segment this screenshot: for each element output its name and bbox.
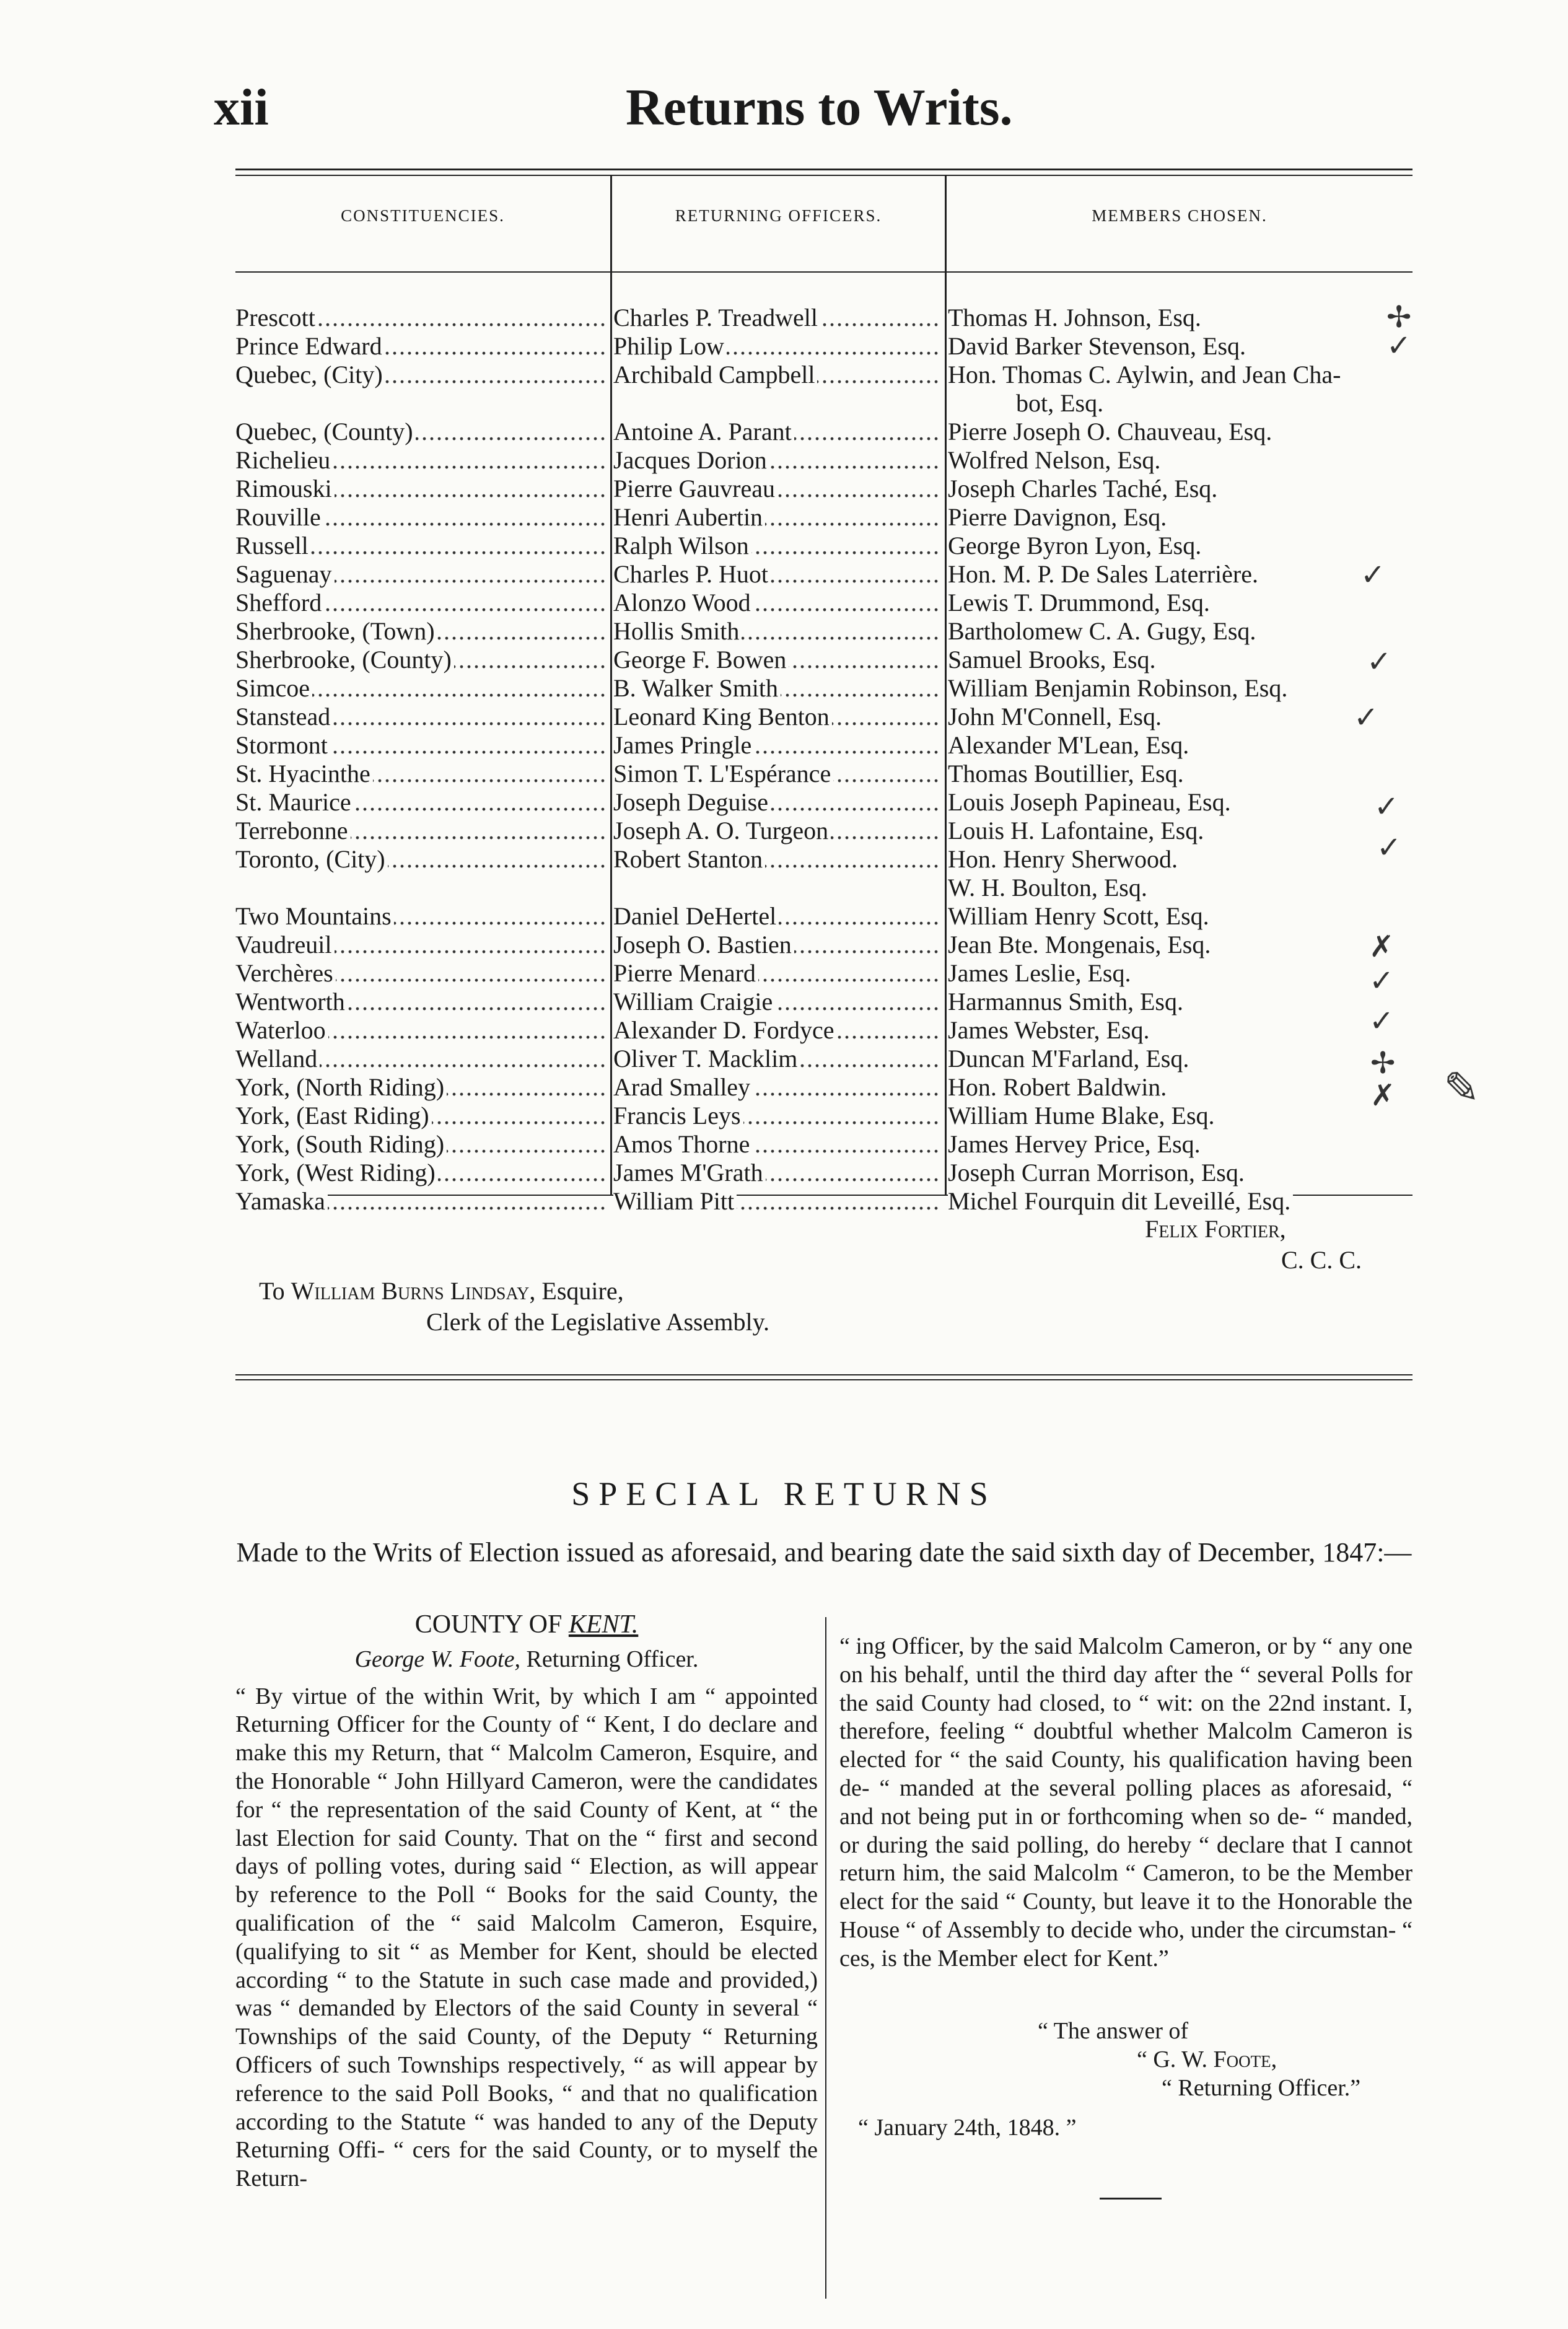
member-chosen-cell-text: James Webster, Esq. xyxy=(948,1016,1152,1044)
member-chosen-cell xyxy=(948,589,1419,617)
member-chosen-cell-text: bot, Esq. xyxy=(948,389,1106,417)
constituency-cell xyxy=(235,361,606,389)
constituency-cell xyxy=(235,418,606,446)
constituency-cell-text: Terrebonne xyxy=(235,817,351,844)
member-chosen-cell xyxy=(948,503,1419,532)
returning-officer-cell-text xyxy=(613,874,616,901)
returning-officer-cell xyxy=(613,446,939,475)
constituency-cell-text: Two Mountains xyxy=(235,902,394,930)
answer-officer-name: “ G. W. Foote, xyxy=(1137,2046,1277,2072)
member-chosen-cell-text: George Byron Lyon, Esq. xyxy=(948,532,1204,559)
column-header-returning-officers: RETURNING OFFICERS. xyxy=(675,206,882,225)
signature-name: Felix Fortier, xyxy=(1145,1215,1286,1243)
returning-officer-cell xyxy=(613,1102,939,1130)
constituency-cell-text: Rouville xyxy=(235,503,323,531)
returning-officer-cell-text: Leonard King Benton xyxy=(613,703,832,730)
member-chosen-cell-text: Hon. Thomas C. Aylwin, and Jean Cha- xyxy=(948,361,1343,388)
returning-officer-cell xyxy=(613,361,939,389)
member-chosen-cell-text: James Leslie, Esq. xyxy=(948,959,1134,987)
constituency-cell xyxy=(235,674,606,703)
table-row xyxy=(235,589,1413,617)
constituency-cell xyxy=(235,845,606,874)
handwritten-check-icon: ✓ xyxy=(1374,789,1399,824)
table-row xyxy=(235,703,1413,731)
closing-rule xyxy=(1100,2198,1162,2200)
addressee-line xyxy=(259,1276,624,1305)
member-chosen-cell-text: Louis H. Lafontaine, Esq. xyxy=(948,817,1206,844)
table-row xyxy=(235,959,1413,988)
returning-officer-cell-text: Pierre Gauvreau xyxy=(613,475,777,502)
handwritten-check-icon: ✓ xyxy=(1386,328,1412,363)
constituency-cell xyxy=(235,1159,606,1187)
constituency-cell-text: Rimouski xyxy=(235,475,335,502)
returning-officer-name: George W. Foote, xyxy=(354,1646,520,1672)
member-chosen-cell xyxy=(948,646,1419,674)
returning-officer-cell-text: James M'Grath xyxy=(613,1159,766,1186)
member-chosen-cell xyxy=(948,760,1419,788)
constituency-cell-text xyxy=(235,874,238,901)
member-chosen-cell xyxy=(948,902,1419,931)
returning-officer-cell xyxy=(613,874,939,902)
constituency-cell-text: Quebec, (County) xyxy=(235,418,416,445)
returning-officer-cell-text: George F. Bowen xyxy=(613,646,789,673)
returning-officer-cell xyxy=(613,788,939,817)
returning-officer-cell-text: B. Walker Smith xyxy=(613,674,781,702)
returning-officer-cell xyxy=(613,560,939,589)
returning-officer-cell-text: Philip Low xyxy=(613,332,727,360)
constituency-cell xyxy=(235,959,606,988)
member-chosen-cell-text: William Benjamin Robinson, Esq. xyxy=(948,674,1290,702)
signature-title: C. C. C. xyxy=(1281,1246,1362,1274)
table-row xyxy=(235,1130,1413,1159)
constituency-cell xyxy=(235,589,606,617)
constituency-cell xyxy=(235,503,606,532)
constituency-cell-text: York, (West Riding) xyxy=(235,1159,438,1186)
returning-officer-cell xyxy=(613,817,939,845)
table-row xyxy=(235,731,1413,760)
member-chosen-cell xyxy=(948,817,1419,845)
member-chosen-cell-text: Lewis T. Drummond, Esq. xyxy=(948,589,1212,616)
constituency-cell xyxy=(235,874,606,902)
member-chosen-cell xyxy=(948,446,1419,475)
table-row xyxy=(235,560,1413,589)
column-header-constituencies: CONSTITUENCIES. xyxy=(341,206,505,225)
constituency-cell xyxy=(235,1102,606,1130)
member-chosen-cell-text: David Barker Stevenson, Esq. xyxy=(948,332,1248,360)
special-return-left-column xyxy=(235,1611,818,2193)
returning-officer-cell xyxy=(613,1016,939,1045)
returning-officer-cell-text: Amos Thorne xyxy=(613,1130,752,1158)
returning-officer-cell xyxy=(613,646,939,674)
constituency-cell-text: Wentworth xyxy=(235,988,348,1015)
special-return-body-left: “ By virtue of the within Writ, by which I am “ appointed Returning Officer for the County of “ Kent, I do declare and make this my Return, that “ Malcolm Cameron, Esquire, and the Honorable “ John Hillyard Cameron, were the candidates for “ the representation of the said County of Kent, at “ the last Election for said County. That on the “ first and second days of polling votes, during said “ Election, as will appear by reference to the Poll “ Books for the said County, the qualification of the “ said Malcolm Cameron, Esquire, (qualifying to sit “ as Member for Kent, should be elected according “ to the Statute in such case made and provided,) was “ demanded by Electors of the said County in several “ Townships of the said County, of the Deputy “ Returning Officers of such Townships respectively, “ as will appear by reference to the said Poll Books, “ and that no qualification according to the Statute “ was handed to any of the Deputy Returning Offi- “ cers for the said County, or to myself the Return- xyxy=(235,1683,818,2192)
returning-officer-cell-text xyxy=(613,389,616,417)
member-chosen-cell-text: Pierre Davignon, Esq. xyxy=(948,503,1169,531)
table-row xyxy=(235,1102,1413,1130)
member-chosen-cell-text: Samuel Brooks, Esq. xyxy=(948,646,1158,673)
member-chosen-cell-text: John M'Connell, Esq. xyxy=(948,703,1164,730)
member-chosen-cell-text: Pierre Joseph O. Chauveau, Esq. xyxy=(948,418,1274,445)
special-return-body-right: “ ing Officer, by the said Malcolm Cameron, or by “ any one on his behalf, until the third day after the “ several Polls for the said County had closed, to “ wit: on the 22nd instant. I, therefore, feeling “ doubtful whether Malcolm Cameron is elected for “ the said County, his qualification having been de- “ manded at the several polling places as aforesaid, “ and not being put in or forthcoming when so de- “ manded, or during the said polling, do hereby “ declare that I cannot return him, the said Malcolm “ Cameron, to be the Member elect for the said “ County, but leave it to the Honorable the House “ of Assembly to decide who, under the circumstan- “ ces, is the Member elect for Kent.” xyxy=(839,1633,1413,1972)
constituency-cell-text: Vaudreuil xyxy=(235,931,335,958)
returning-officer-cell xyxy=(613,988,939,1016)
returning-officer-cell xyxy=(613,1187,939,1216)
returning-officer-cell-text: Ralph Wilson xyxy=(613,532,751,559)
returning-officer-cell-text: Simon T. L'Espérance xyxy=(613,760,833,787)
constituency-cell-text: York, (North Riding) xyxy=(235,1073,447,1101)
returning-officer-line xyxy=(235,1646,818,1674)
member-chosen-cell-text: Joseph Curran Morrison, Esq. xyxy=(948,1159,1247,1186)
section-divider-rule-inner xyxy=(235,1379,1413,1380)
handwritten-check-icon: ✓ xyxy=(1367,644,1392,679)
returning-officer-cell xyxy=(613,1045,939,1073)
table-row xyxy=(235,845,1413,874)
handwritten-check-icon: ✓ xyxy=(1369,963,1395,998)
returning-officer-cell-text: Hollis Smith xyxy=(613,617,742,645)
constituency-cell xyxy=(235,703,606,731)
constituency-cell-text: York, (East Riding) xyxy=(235,1102,432,1129)
constituency-cell-text: Simcoe xyxy=(235,674,312,702)
member-chosen-cell xyxy=(948,1159,1419,1187)
table-row xyxy=(235,646,1413,674)
column-header-members-chosen: MEMBERS CHOSEN. xyxy=(1092,206,1268,225)
member-chosen-cell-text: Alexander M'Lean, Esq. xyxy=(948,731,1191,759)
member-chosen-cell xyxy=(948,703,1419,731)
handwritten-margin-mark-icon: ✎ xyxy=(1443,1063,1480,1113)
constituency-cell-text: Stormont xyxy=(235,731,330,759)
returning-officer-cell-text: Pierre Menard xyxy=(613,959,758,987)
constituency-cell-text: Prince Edward xyxy=(235,332,385,360)
table-row xyxy=(235,1159,1413,1187)
constituency-cell-text: Welland xyxy=(235,1045,320,1072)
member-chosen-cell xyxy=(948,304,1419,332)
returning-officer-cell-text: Daniel DeHertel xyxy=(613,902,779,930)
member-chosen-cell-text: William Hume Blake, Esq. xyxy=(948,1102,1217,1129)
returning-officer-role: Returning Officer. xyxy=(526,1646,699,1672)
member-chosen-cell-text: Hon. M. P. De Sales Laterrière. xyxy=(948,560,1261,588)
member-chosen-cell-text: William Henry Scott, Esq. xyxy=(948,902,1212,930)
constituency-cell-text: Verchères xyxy=(235,959,336,987)
member-chosen-cell xyxy=(948,788,1419,817)
table-row xyxy=(235,446,1413,475)
answer-officer-role: “ Returning Officer.” xyxy=(1162,2074,1361,2101)
returning-officer-cell xyxy=(613,475,939,503)
member-chosen-cell-text: Louis Joseph Papineau, Esq. xyxy=(948,788,1233,816)
member-chosen-cell xyxy=(948,874,1419,902)
member-chosen-cell-text: Duncan M'Farland, Esq. xyxy=(948,1045,1191,1072)
constituency-cell-text: St. Maurice xyxy=(235,788,354,816)
returning-officer-cell xyxy=(613,931,939,959)
returning-officer-cell xyxy=(613,959,939,988)
constituency-cell xyxy=(235,902,606,931)
constituency-cell xyxy=(235,760,606,788)
handwritten-cross-icon: ✗ xyxy=(1370,1078,1396,1113)
returning-officer-cell-text: Alexander D. Fordyce xyxy=(613,1016,837,1044)
constituency-cell xyxy=(235,1016,606,1045)
returning-officer-cell xyxy=(613,532,939,560)
table-row xyxy=(235,304,1413,332)
member-chosen-cell-text: W. H. Boulton, Esq. xyxy=(948,874,1150,901)
constituency-cell-text: Toronto, (City) xyxy=(235,845,388,873)
member-chosen-cell-text: James Hervey Price, Esq. xyxy=(948,1130,1203,1158)
member-chosen-cell xyxy=(948,361,1419,389)
constituency-cell-text: Shefford xyxy=(235,589,324,616)
table-row xyxy=(235,1073,1413,1102)
constituency-cell xyxy=(235,988,606,1016)
section-divider-rule xyxy=(235,1374,1413,1375)
returning-officer-cell-text: Charles P. Huot xyxy=(613,560,771,588)
returning-officer-cell xyxy=(613,674,939,703)
returning-officer-cell-text: Antoine A. Parant xyxy=(613,418,794,445)
table-row xyxy=(235,760,1413,788)
returning-officer-cell-text: Joseph O. Bastien xyxy=(613,931,794,958)
special-return-right-column xyxy=(839,1633,1413,2200)
member-chosen-cell xyxy=(948,674,1419,703)
member-chosen-cell xyxy=(948,1016,1419,1045)
returning-officer-cell-text: Robert Stanton xyxy=(613,845,765,873)
returning-officer-cell-text: Archibald Campbell xyxy=(613,361,817,388)
constituency-cell-text xyxy=(235,389,238,417)
returning-officer-cell-text: William Craigie xyxy=(613,988,775,1015)
table-top-rule xyxy=(235,169,1413,170)
constituency-cell-text: Sherbrooke, (Town) xyxy=(235,617,437,645)
constituency-cell-text: Quebec, (City) xyxy=(235,361,385,388)
handwritten-plus-icon: ✢ xyxy=(1386,300,1412,335)
constituency-cell xyxy=(235,931,606,959)
member-chosen-cell xyxy=(948,1045,1419,1073)
handwritten-cross-icon: ✗ xyxy=(1369,929,1395,964)
returning-officer-cell xyxy=(613,731,939,760)
constituency-cell xyxy=(235,646,606,674)
member-chosen-cell-text: Hon. Robert Baldwin. xyxy=(948,1073,1169,1101)
handwritten-plus-icon: ✢ xyxy=(1370,1046,1396,1081)
returning-officer-cell-text: Joseph Deguise xyxy=(613,788,771,816)
returning-officer-cell-text: Joseph A. O. Turgeon xyxy=(613,817,831,844)
member-chosen-cell-text: Wolfred Nelson, Esq. xyxy=(948,446,1163,474)
table-row xyxy=(235,332,1413,361)
addressee-to: To xyxy=(259,1277,285,1305)
returning-officer-cell xyxy=(613,1130,939,1159)
constituency-cell xyxy=(235,817,606,845)
header-bottom-rule xyxy=(235,271,1413,273)
member-chosen-cell xyxy=(948,332,1419,361)
returns-table xyxy=(235,304,1413,1216)
table-row xyxy=(235,1016,1413,1045)
constituency-cell-text: Richelieu xyxy=(235,446,333,474)
table-row xyxy=(235,361,1413,389)
constituency-cell xyxy=(235,731,606,760)
constituency-cell xyxy=(235,788,606,817)
handwritten-check-icon: ✓ xyxy=(1369,1004,1395,1038)
returning-officer-cell-text: James Pringle xyxy=(613,731,754,759)
returning-officer-cell xyxy=(613,617,939,646)
member-chosen-cell-text: Hon. Henry Sherwood. xyxy=(948,845,1180,873)
member-chosen-cell-text: Thomas H. Johnson, Esq. xyxy=(948,304,1204,331)
member-chosen-cell xyxy=(948,617,1419,646)
county-heading xyxy=(235,1611,818,1639)
constituency-cell xyxy=(235,1187,606,1216)
member-chosen-cell xyxy=(948,845,1419,874)
member-chosen-cell-text: Michel Fourquin dit Leveillé, Esq. xyxy=(948,1187,1293,1215)
constituency-cell xyxy=(235,1073,606,1102)
constituency-cell xyxy=(235,446,606,475)
constituency-cell xyxy=(235,304,606,332)
table-row xyxy=(235,788,1413,817)
returning-officer-cell-text: William Pitt xyxy=(613,1187,737,1215)
member-chosen-cell-text: Harmannus Smith, Esq. xyxy=(948,988,1186,1015)
member-chosen-cell xyxy=(948,1130,1419,1159)
constituency-cell xyxy=(235,532,606,560)
returning-officer-cell-text: Arad Smalley xyxy=(613,1073,753,1101)
returning-officer-cell xyxy=(613,902,939,931)
returning-officer-cell xyxy=(613,1159,939,1187)
returning-officer-cell-text: Francis Leys xyxy=(613,1102,743,1129)
member-chosen-cell xyxy=(948,988,1419,1016)
member-chosen-cell xyxy=(948,1073,1419,1102)
member-chosen-cell xyxy=(948,1102,1419,1130)
constituency-cell-text: Prescott xyxy=(235,304,318,331)
returning-officer-cell-text: Alonzo Wood xyxy=(613,589,753,616)
table-row xyxy=(235,1045,1413,1073)
constituency-cell-text: Russell xyxy=(235,532,311,559)
table-row xyxy=(235,418,1413,446)
member-chosen-cell xyxy=(948,532,1419,560)
returning-officer-cell-text: Oliver T. Macklim xyxy=(613,1045,800,1072)
member-chosen-cell-text: Bartholomew C. A. Gugy, Esq. xyxy=(948,617,1258,645)
handwritten-check-icon: ✓ xyxy=(1354,700,1379,735)
returning-officer-cell xyxy=(613,703,939,731)
member-chosen-cell xyxy=(948,959,1419,988)
constituency-cell-text: St. Hyacinthe xyxy=(235,760,373,787)
table-row xyxy=(235,475,1413,503)
table-row xyxy=(235,902,1413,931)
constituency-cell xyxy=(235,389,606,418)
constituency-cell xyxy=(235,617,606,646)
returning-officer-cell xyxy=(613,332,939,361)
returning-officer-cell xyxy=(613,845,939,874)
answer-line-1: “ The answer of xyxy=(1038,2017,1189,2044)
column-divider-text xyxy=(825,1617,826,2299)
returning-officer-cell xyxy=(613,503,939,532)
member-chosen-cell xyxy=(948,731,1419,760)
returning-officer-cell xyxy=(613,418,939,446)
returning-officer-cell xyxy=(613,589,939,617)
constituency-cell-text: Yamaska xyxy=(235,1187,328,1215)
addressee-name: William Burns Lindsay, xyxy=(291,1277,536,1305)
constituency-cell xyxy=(235,1045,606,1073)
return-date: “ January 24th, 1848. ” xyxy=(858,2114,1077,2141)
member-chosen-cell xyxy=(948,931,1419,959)
constituency-cell-text: Saguenay xyxy=(235,560,335,588)
special-returns-intro: Made to the Writs of Election issued as aforesaid, and bearing date the said sixth day of December, 1847:— xyxy=(236,1537,1412,1568)
handwritten-check-icon: ✓ xyxy=(1377,830,1402,865)
constituency-cell-text: Stanstead xyxy=(235,703,333,730)
county-name: KENT. xyxy=(568,1610,639,1639)
returning-officer-cell xyxy=(613,304,939,332)
member-chosen-cell-text: Thomas Boutillier, Esq. xyxy=(948,760,1186,787)
table-row xyxy=(235,503,1413,532)
addressee-suffix: Esquire, xyxy=(541,1277,624,1305)
table-row xyxy=(235,389,1413,418)
member-chosen-cell-text: Joseph Charles Taché, Esq. xyxy=(948,475,1220,502)
constituency-cell-text: Sherbrooke, (County) xyxy=(235,646,454,673)
handwritten-check-icon: ✓ xyxy=(1360,558,1386,592)
member-chosen-cell xyxy=(948,475,1419,503)
special-returns-heading: SPECIAL RETURNS xyxy=(571,1475,997,1512)
member-chosen-cell xyxy=(948,418,1419,446)
table-row xyxy=(235,1187,1413,1216)
page-number: xii xyxy=(214,79,269,136)
table-row xyxy=(235,674,1413,703)
table-row xyxy=(235,617,1413,646)
member-chosen-cell xyxy=(948,1187,1419,1216)
constituency-cell xyxy=(235,1130,606,1159)
constituency-cell-text: York, (South Riding) xyxy=(235,1130,447,1158)
constituency-cell-text: Waterloo xyxy=(235,1016,328,1044)
addressee-role: Clerk of the Legislative Assembly. xyxy=(426,1308,769,1336)
returning-officer-cell xyxy=(613,760,939,788)
constituency-cell xyxy=(235,560,606,589)
table-row xyxy=(235,874,1413,902)
page-title: Returns to Writs. xyxy=(626,79,1013,136)
returning-officer-cell-text: Jacques Dorion xyxy=(613,446,769,474)
table-row xyxy=(235,817,1413,845)
table-row xyxy=(235,532,1413,560)
constituency-cell xyxy=(235,332,606,361)
returning-officer-cell xyxy=(613,389,939,418)
table-row xyxy=(235,931,1413,959)
returning-officer-cell xyxy=(613,1073,939,1102)
member-chosen-cell xyxy=(948,389,1419,418)
county-prefix: COUNTY OF xyxy=(414,1610,563,1639)
returning-officer-cell-text: Henri Aubertin xyxy=(613,503,765,531)
member-chosen-cell-text: Jean Bte. Mongenais, Esq. xyxy=(948,931,1213,958)
returning-officer-cell-text: Charles P. Treadwell xyxy=(613,304,820,331)
constituency-cell xyxy=(235,475,606,503)
table-row xyxy=(235,988,1413,1016)
table-top-rule-inner xyxy=(235,175,1413,176)
member-chosen-cell xyxy=(948,560,1419,589)
